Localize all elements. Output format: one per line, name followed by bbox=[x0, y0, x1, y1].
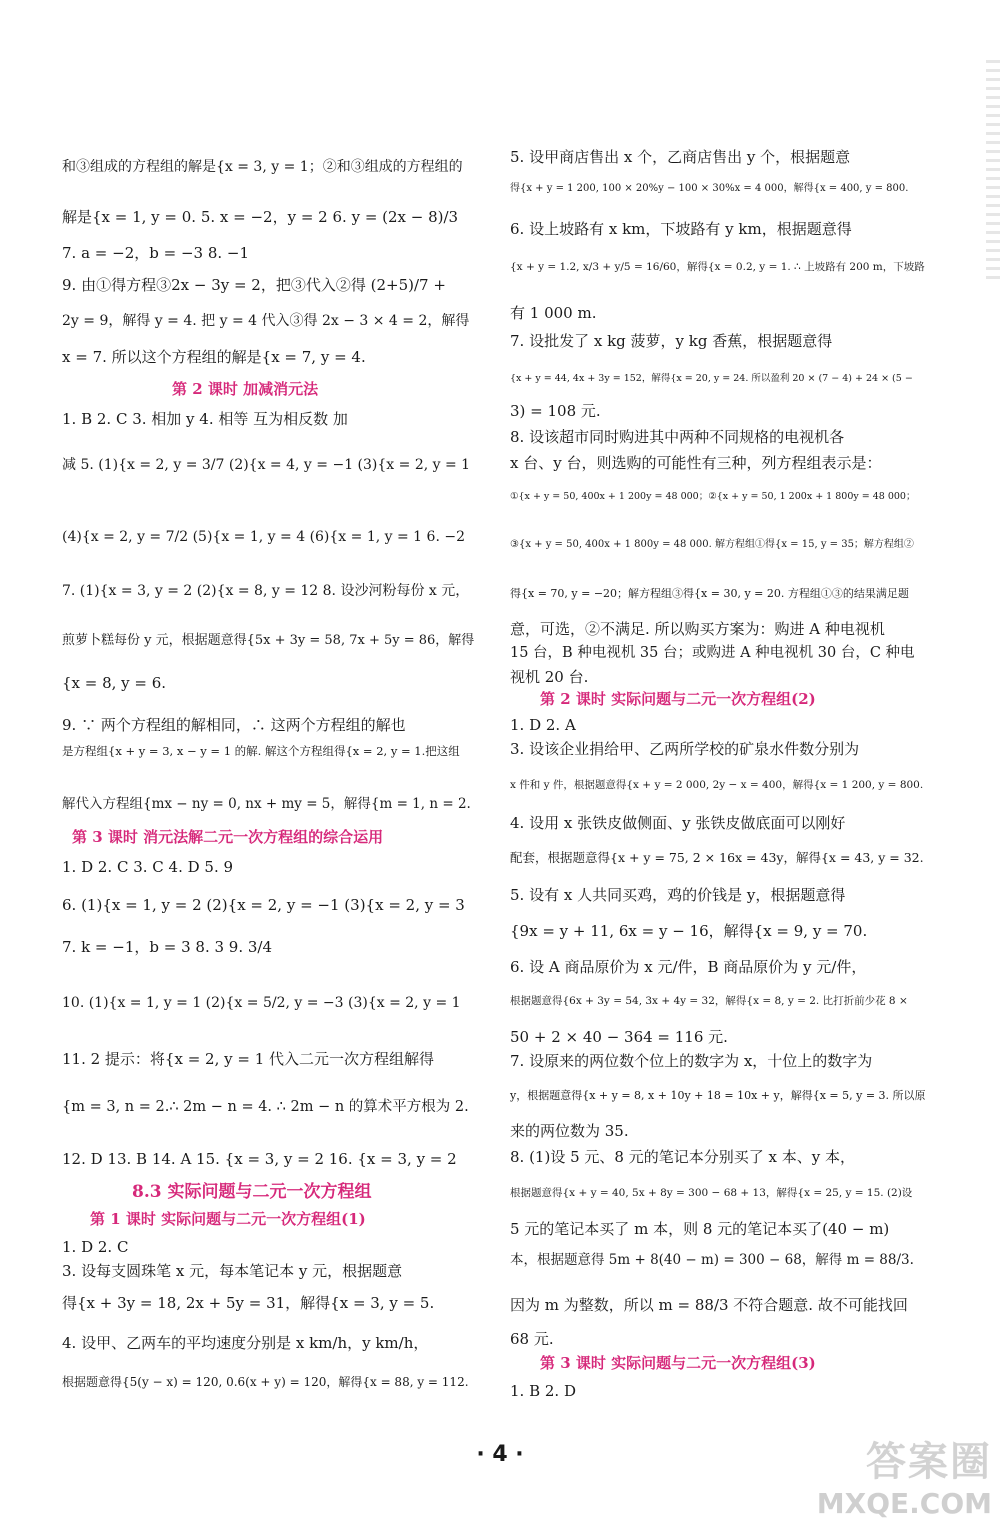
answer-line: 根据题意得{5(y − x) = 120, 0.6(x + y) = 120，解得{x = 88, y = 112. bbox=[62, 1375, 469, 1389]
answer-line: 本，根据题意得 5m + 8(40 − m) = 300 − 68，解得 m = 88/3. bbox=[510, 1252, 914, 1268]
answer-line: 7. k = −1，b = 3 8. 3 9. 3/4 bbox=[62, 938, 273, 956]
answer-line: 来的两位数为 35. bbox=[510, 1122, 629, 1140]
answer-line: 7. 设原来的两位数个位上的数字为 x，十位上的数字为 bbox=[510, 1052, 873, 1070]
answer-line: 3. 设每支圆珠笔 x 元，每本笔记本 y 元，根据题意 bbox=[62, 1262, 403, 1280]
answer-line: {m = 3, n = 2.∴ 2m − n = 4. ∴ 2m − n 的算术平方根为 2. bbox=[62, 1099, 469, 1115]
answer-line: 5. 设甲商店售出 x 个，乙商店售出 y 个，根据题意 bbox=[510, 148, 851, 166]
answer-line: 根据题意得{x + y = 40, 5x + 8y = 300 − 68 + 13，解得{x = 25, y = 15. (2)设 bbox=[510, 1187, 913, 1199]
answer-line: 1. B 2. D bbox=[510, 1382, 576, 1400]
answer-line: {9x = y + 11, 6x = y − 16，解得{x = 9, y = 70. bbox=[510, 922, 868, 940]
answer-line: 7. (1){x = 3, y = 2 (2){x = 8, y = 12 8. 设沙河粉每份 x 元， bbox=[62, 583, 470, 599]
page-number: · 4 · bbox=[476, 1442, 524, 1467]
answer-line: {x + y = 44, 4x + 3y = 152，解得{x = 20, y = 24. 所以盈利 20 × (7 − 4) + 24 × (5 − bbox=[510, 373, 913, 384]
watermark bbox=[817, 1430, 992, 1520]
section-heading: 第 1 课时 实际问题与二元一次方程组(1) bbox=[90, 1210, 366, 1228]
answer-line: 得{x + y = 1 200, 100 × 20%y − 100 × 30%x = 4 000，解得{x = 400, y = 800. bbox=[510, 183, 909, 194]
answer-line: 解是{x = 1, y = 0. 5. x = −2，y = 2 6. y = (2x − 8)/3 bbox=[62, 208, 459, 226]
answer-line: 8. (1)设 5 元、8 元的笔记本分别买了 x 本、y 本， bbox=[510, 1148, 855, 1166]
answer-line: {x = 8, y = 6. bbox=[62, 674, 167, 692]
answer-line: 7. 设批发了 x kg 菠萝，y kg 香蕉，根据题意得 bbox=[510, 332, 833, 350]
answer-line: 12. D 13. B 14. A 15. {x = 3, y = 2 16. {x = 3, y = 2 bbox=[62, 1150, 457, 1168]
answer-line: 1. D 2. C bbox=[62, 1238, 129, 1256]
answer-line: 1. B 2. C 3. 相加 y 4. 相等 互为相反数 加 bbox=[62, 410, 348, 428]
answer-line: 解代入方程组{mx − ny = 0, nx + my = 5，解得{m = 1, n = 2. bbox=[62, 796, 471, 812]
answer-line: 11. 2 提示：将{x = 2, y = 1 代入二元一次方程组解得 bbox=[62, 1050, 435, 1068]
answer-line: 得{x + 3y = 18, 2x + 5y = 31，解得{x = 3, y = 5. bbox=[62, 1294, 435, 1312]
answer-line: 9. ∵ 两个方程组的解相同，∴ 这两个方程组的解也 bbox=[62, 716, 406, 734]
answer-line: 6. 设上坡路有 x km，下坡路有 y km，根据题意得 bbox=[510, 220, 852, 238]
section-heading: 第 2 课时 加减消元法 bbox=[172, 380, 319, 398]
answer-line: 15 台，B 种电视机 35 台；或购进 A 种电视机 30 台，C 种电 bbox=[510, 645, 915, 661]
answer-line: 视机 20 台. bbox=[510, 668, 589, 686]
section-heading: 第 2 课时 实际问题与二元一次方程组(2) bbox=[540, 690, 816, 708]
answer-line: x = 7. 所以这个方程组的解是{x = 7, y = 4. bbox=[62, 348, 366, 366]
answer-line: 1. D 2. C 3. C 4. D 5. 9 bbox=[62, 858, 234, 876]
answer-line: 因为 m 为整数，所以 m = 88/3 不符合题意. 故不可能找回 bbox=[510, 1296, 908, 1314]
answer-line: 减 5. (1){x = 2, y = 3/7 (2){x = 4, y = −1 (3){x = 2, y = 1 bbox=[62, 457, 471, 473]
watermark-logo: 答案圈 bbox=[866, 1439, 992, 1485]
answer-line: 和③组成的方程组的解是{x = 3, y = 1；②和③组成的方程组的 bbox=[62, 159, 463, 175]
answer-line: 是方程组{x + y = 3, x − y = 1 的解. 解这个方程组得{x = 2, y = 1.把这组 bbox=[62, 744, 460, 758]
answer-line: 有 1 000 m. bbox=[510, 304, 597, 322]
answer-line: 68 元. bbox=[510, 1330, 554, 1348]
answer-line: {x + y = 1.2, x/3 + y/5 = 16/60，解得{x = 0.2, y = 1. ∴ 上坡路有 200 m，下坡路 bbox=[510, 261, 925, 273]
section-heading: 第 3 课时 消元法解二元一次方程组的综合运用 bbox=[72, 828, 384, 846]
answer-line: 5. 设有 x 人共同买鸡，鸡的价钱是 y，根据题意得 bbox=[510, 886, 846, 904]
answer-line: 1. D 2. A bbox=[510, 716, 576, 734]
answer-line: 4. 设甲、乙两车的平均速度分别是 x km/h，y km/h， bbox=[62, 1334, 429, 1352]
answer-line: 8. 设该超市同时购进其中两种不同规格的电视机各 bbox=[510, 428, 845, 446]
answer-line: ①{x + y = 50, 400x + 1 200y = 48 000；②{x + y = 50, 1 200x + 1 800y = 48 000； bbox=[510, 491, 916, 502]
answer-line: 根据题意得{6x + 3y = 54, 3x + 4y = 32，解得{x = 8, y = 2. 比打折前少花 8 × bbox=[510, 995, 908, 1007]
section-heading: 8.3 实际问题与二元一次方程组 bbox=[132, 1182, 372, 1202]
answer-line: ③{x + y = 50, 400x + 1 800y = 48 000. 解方程组①得{x = 15, y = 35；解方程组② bbox=[510, 539, 914, 550]
answer-line: 9. 由①得方程③2x − 3y = 2，把③代入②得 (2+5)/7 + bbox=[62, 276, 446, 294]
answer-line: 5 元的笔记本买了 m 本，则 8 元的笔记本买了(40 − m) bbox=[510, 1220, 890, 1238]
answer-line: x 台、y 台，则选购的可能性有三种，列方程组表示是： bbox=[510, 454, 882, 472]
answer-line: 3. 设该企业捐给甲、乙两所学校的矿泉水件数分别为 bbox=[510, 740, 860, 758]
answer-line: 10. (1){x = 1, y = 1 (2){x = 5/2, y = −3 (3){x = 2, y = 1 bbox=[62, 995, 461, 1011]
watermark-url: MXQE.COM bbox=[816, 1487, 992, 1520]
answer-line: 配套，根据题意得{x + y = 75, 2 × 16x = 43y，解得{x = 43, y = 32. bbox=[510, 850, 924, 865]
section-heading: 第 3 课时 实际问题与二元一次方程组(3) bbox=[540, 1354, 816, 1372]
answer-line: 7. a = −2，b = −3 8. −1 bbox=[62, 244, 250, 262]
answer-line: 4. 设用 x 张铁皮做侧面、y 张铁皮做底面可以刚好 bbox=[510, 814, 846, 832]
answer-line: 煎萝卜糕每份 y 元，根据题意得{5x + 3y = 58, 7x + 5y = 86，解得 bbox=[62, 633, 475, 648]
answer-line: 6. (1){x = 1, y = 2 (2){x = 2, y = −1 (3){x = 2, y = 3 bbox=[62, 896, 465, 914]
page-edge-mark bbox=[986, 60, 1000, 280]
answer-line: 6. 设 A 商品原价为 x 元/件，B 商品原价为 y 元/件， bbox=[510, 958, 867, 976]
answer-line: 得{x = 70, y = −20；解方程组③得{x = 30, y = 20. 方程组①③的结果满足题 bbox=[510, 587, 909, 600]
answer-line: y，根据题意得{x + y = 8, x + 10y + 18 = 10x + y，解得{x = 5, y = 3. 所以原 bbox=[510, 1089, 926, 1102]
answer-line: x 件和 y 件，根据题意得{x + y = 2 000, 2y − x = 400，解得{x = 1 200, y = 800. bbox=[510, 779, 924, 791]
answer-line: (4){x = 2, y = 7/2 (5){x = 1, y = 4 (6){x = 1, y = 1 6. −2 bbox=[62, 529, 465, 545]
answer-line: 意，可选，②不满足. 所以购买方案为：购进 A 种电视机 bbox=[510, 620, 885, 638]
answer-line: 50 + 2 × 40 − 364 = 116 元. bbox=[510, 1028, 728, 1046]
answer-line: 3) = 108 元. bbox=[510, 402, 601, 420]
answer-line: 2y = 9，解得 y = 4. 把 y = 4 代入③得 2x − 3 × 4 = 2，解得 bbox=[62, 313, 470, 329]
